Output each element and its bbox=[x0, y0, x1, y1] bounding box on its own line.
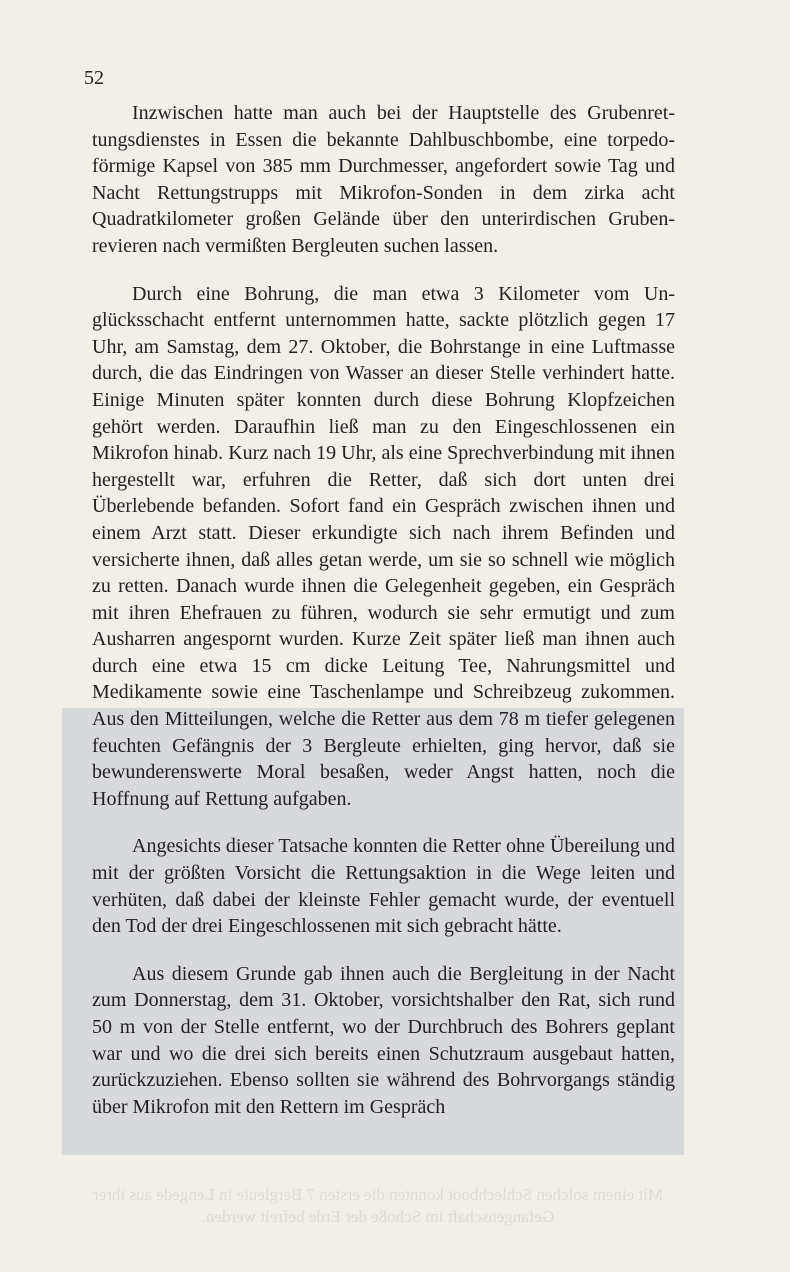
paragraph-4: Aus diesem Grunde gab ihnen auch die Bergleitung in der Nacht zum Donnerstag, dem 31. Oktober, vorsichtshalber den Rat, sich rund 50 m von der Stelle entfernt, wo der Durchbruch des Bohrers geplant war und wo die drei sich bereits einen Schutzraum ausgebaut hatten, zurückzuziehen. Ebenso sollten sie während des Bohrvorgangs ständig über Mikrofon mit den Rettern im Gespräch bbox=[92, 962, 675, 1118]
page-number: 52 bbox=[84, 67, 104, 89]
paragraph-3: Angesichts dieser Tatsache konnten die Retter ohne Übereilung und mit der größten Vorsicht die Rettungsaktion in die Wege leiten und verhüten, daß dabei der kleinste Fehler gemacht wurde, der eventuell den Tod der drei Eingeschlossenen mit sich gebracht hätte. bbox=[92, 835, 675, 938]
body-text bbox=[92, 100, 675, 1141]
paragraph-1: Inzwischen hatte man auch bei der Hauptstelle des Grubenrettungsdienstes in Essen die bekannte Dahlbuschbombe, eine torpedoförmige Kapsel von 385 mm Durchmesser, angefordert sowie Tag und Nacht Rettungstrupps mit Mikrofon-Sonden in dem zirka acht Quadratkilometer großen Gelände über den unterirdischen Grubenrevieren nach vermißten Bergleuten suchen lassen. bbox=[92, 102, 675, 257]
bleed-through-caption: Mit einem solchen Schlechboot konnten die ersten 7 Bergleute in Lengede aus ihrer Gefangenschaft im Schoße der Erde befreit werden. bbox=[93, 1185, 663, 1226]
paragraph-2: Durch eine Bohrung, die man etwa 3 Kilometer vom Unglücksschacht entfernt unternommen hatte, sackte plötzlich gegen 17 Uhr, am Samstag, dem 27. Oktober, die Bohrstange in eine Luftmasse durch, die das Eindringen von Wasser an dieser Stelle verhindert hatte. Einige Minuten später konnten durch diese Bohrung Klopfzeichen gehört werden. Daraufhin ließ man zu den Eingeschlossenen ein Mikrofon hinab. Kurz nach 19 Uhr, als eine Sprechverbindung mit ihnen hergestellt war, erfuhren die Retter, daß sich dort unten drei Überlebende befanden. Sofort fand ein Gespräch zwischen ihnen und einem Arzt statt. Dieser erkundigte sich nach ihrem Befinden und versicherte ihnen, daß alles getan werde, um sie so schnell wie möglich zu retten. Danach wurde ihnen die Gelegenheit gegeben, ein Gespräch mit ihren Ehefrauen zu führen, wodurch sie sehr ermutigt und zum Ausharren angespornt wurden. Kurze Zeit später ließ man ihnen auch durch eine etwa 15 cm dicke Leitung Tee, Nahrungsmittel und Medikamente sowie eine Taschenlampe und Schreibzeug zukommen. Aus den Mitteilungen, welche die Retter aus dem 78 m tiefer gelegenen feuchten Gefängnis der 3 Bergleute erhielten, ging hervor, daß sie bewunderenswerte Moral besaßen, weder Angst hatten, noch die Hoffnung auf Rettung aufgaben. bbox=[92, 282, 675, 810]
